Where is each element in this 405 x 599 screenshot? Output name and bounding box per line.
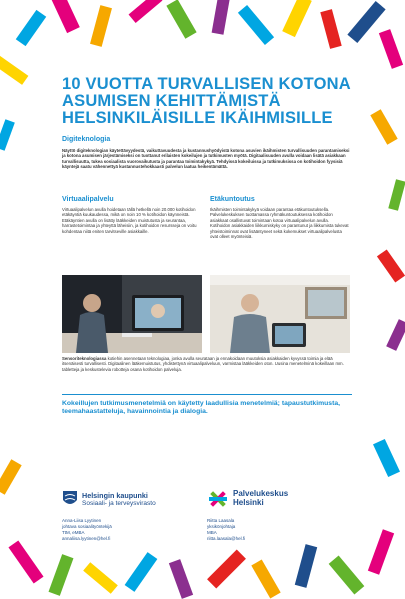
sensor-lead: Sensoriteknologiassa [62,356,107,361]
column-text-virtuaalipalvelu: Virtuaalipalvelun avulla hoidetaan tällä hetkellä noin 20.000 kotihoidon etäkäyntiä kuukaudessa, mikä on noin 10 % kotihoidon käynneistä. Etäkäyntien avulla on lisätty lääkkeiden muistutusta ja seurantaa, harrastetoimintaa ja yhteyttä läheisiin, ja kotihoidon resursseja on voitu kohdentaa niitä eniten tarvitseville asiakkaille. [62,207,197,234]
photo-virtuaalipalvelu [62,275,202,353]
column-heading-virtuaalipalvelu: Virtuaalipalvelu [62,196,114,203]
contact-right-email[interactable]: riitta.laasala@hel.fi [207,536,246,541]
poster-title: 10 VUOTTA TURVALLISEN KOTONA ASUMISEN KEHITTÄMISTÄ HELSINKILÄISILLE IKÄIHMISILLE [62,75,351,127]
contact-right-name: Riitta Laasala [207,518,235,523]
column-heading-etakuntoutus: Etäkuntoutus [210,196,255,203]
methods-highlight: Kokeillujen tutkimusmenetelmiä on käytetty laadullisia menetelmiä; tapaustutkimusta, teemahaastatteluja, havainnointia ja dialogia. [62,400,340,415]
logo-left-line1: Helsingin kaupunki [82,491,148,500]
column-text-etakuntoutus: Ikäihmisten toimintakykyä voidaan parantaa etäkuntoutuksella. Palvelukeskuksen tuottamassa ryhmäkuntoutuksessa kotihoidon asiakkaat osallistuvat toimintaan kotoa virtuaalipalvelun avulla. Kotihoidon asiakkaiden liikkumiskyky on parantunut ja liikkumista tukevat yhteistoiminnat ovat lisääntyneet sekä kokemukset virtuaalipalvelusta ovat olleet myönteisiä. [210,207,349,240]
contact-left [62,518,112,542]
divider [62,394,352,395]
section-text-sensoriteknologia [62,356,352,372]
section-heading-digiteknologia: Digiteknologia [62,136,111,143]
section-text-digiteknologia: Näyttö digiteknologian käytettävyydestä, vaikuttavuudesta ja kustannushyödyistä kotona asuvien ikäihmisten turvallisuuden parantamiseksi ja kotona asumisen järjestämiseksi on tuottanut erilaisten kokeilujen ja tutkimusten myötä. Digitaalisuuden avulla voidaan lisätä asiakkaan turvallisuutta, tukea sosiaalista vuorovaikutusta ja parantaa toimintakykyä. Tehdyissä kokeiluissa ja tutkimuksissa on kotihoidon fyysisiä käyntejä saatu vähennettyä kustannustehokkaasti palvelun laatua heikentämättä. [62,148,350,170]
contact-left-name: Anna-Liisa Lyytinen [62,518,102,523]
contact-right-title: yksikönjohtaja [207,524,236,529]
sensor-text: kotiehin asennetaan teknologiaa, jonka avulla seurataan ja ennakoidaan muutoksia asiakkaiden kyvyssä toimia ja elää itsenäisesti turvallisesti. Digitaalinen lääkemuistutus, yhdistettynä virtuaalipalveluun, varmistaa lääkkeiden oton. Uusina menetelminä kokeillaan mm. tabletteja ja keskustelevia robotteja osana kotihoidon palveluja. [62,356,344,372]
contact-right [207,518,245,542]
photo-etakuntoutus [210,275,350,353]
contact-left-email[interactable]: annaliisa.lyytinen@hel.fi [62,536,111,541]
logo-right-line1: Palvelukeskus [233,489,289,498]
logo-right-line2: Helsinki [233,498,264,507]
contact-right-degree: MBA [207,530,217,535]
contact-left-title: johtava sosiaalityöntekijä [62,524,112,529]
contact-left-degree: TtM, eMBA [62,530,85,535]
logo-left-line2: Sosiaali- ja terveysvirasto [82,500,156,507]
